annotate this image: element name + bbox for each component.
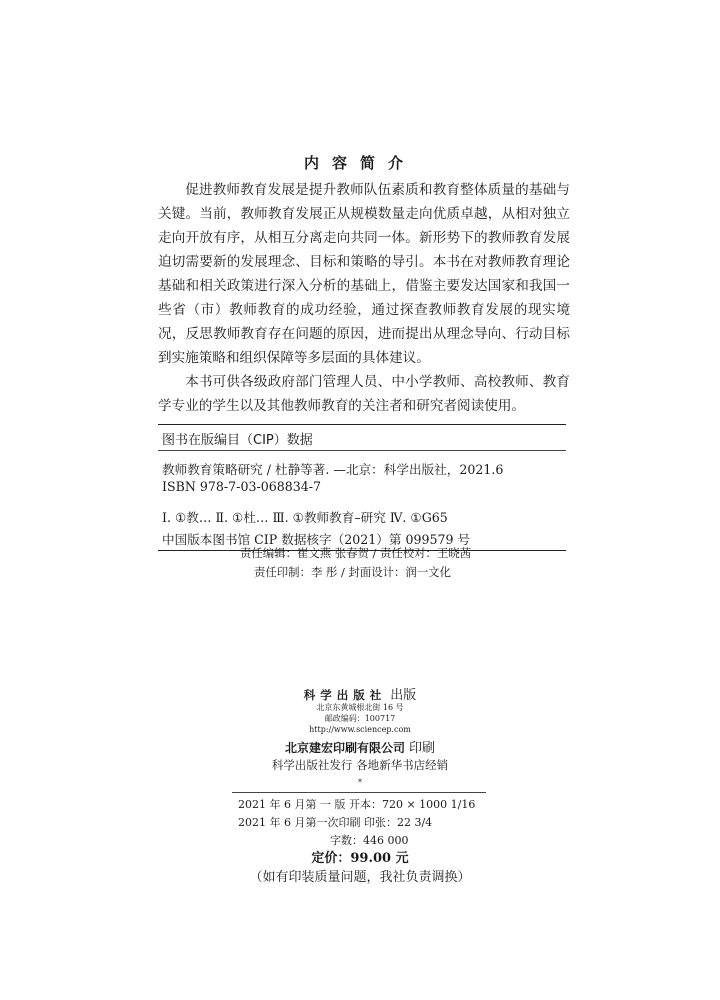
- summary-paragraph-2: 本书可供各级政府部门管理人员、中小学教师、高校教师、教育学专业的学生以及其他教师教育的关注者和研究者阅读使用。: [158, 374, 570, 414]
- printing-line: 2021 年 6 月第一次印刷 印张：22 3/4: [238, 816, 433, 829]
- publisher-postcode: 邮政编码：100717: [324, 714, 396, 723]
- publisher-name: 科学出版社: [303, 688, 387, 702]
- cip-library-number: 中国版本图书馆 CIP 数据核字（2021）第 099579 号: [162, 532, 471, 547]
- publisher-address: 北京东黄城根北街 16 号: [316, 703, 404, 712]
- cip-classification: Ⅰ. ①教… Ⅱ. ①杜… Ⅲ. ①教师教育–研究 Ⅳ. ①G65: [162, 510, 448, 525]
- summary-body: [158, 178, 570, 418]
- cip-title: 图书在版编目（CIP）数据: [158, 425, 566, 451]
- price: 定价：99.00 元: [311, 851, 409, 866]
- cip-record: 教师教育策略研究 / 杜静等著. —北京：科学出版社，2021.6: [162, 462, 504, 477]
- quality-notice: （如有印装质量问题，我社负责调换）: [249, 870, 471, 885]
- publisher-website: http://www.sciencep.com: [309, 725, 411, 734]
- divider-line: [232, 792, 486, 793]
- printer-line: [0, 737, 720, 756]
- publisher-line: [0, 684, 720, 703]
- publisher-suffix: 出版: [390, 688, 417, 703]
- word-count: 字数：446 000: [330, 834, 409, 847]
- star-separator: *: [358, 778, 362, 787]
- printer-name: 北京建宏印刷有限公司: [284, 741, 405, 755]
- cip-isbn: ISBN 978-7-03-068834-7: [162, 479, 322, 494]
- cip-block: [158, 424, 566, 551]
- distribution-line: 科学出版社发行 各地新华书店经销: [271, 758, 449, 772]
- credits-editors: 责任编辑：崔文燕 张春贺 / 责任校对：王晓茜: [240, 546, 472, 560]
- summary-title: 内容简介: [303, 154, 416, 172]
- printer-suffix: 印刷: [409, 741, 436, 756]
- edition-line: 2021 年 6 月第 一 版 开本：720 × 1000 1/16: [238, 798, 476, 811]
- summary-paragraph-1: 促进教师教育发展是提升教师队伍素质和教育整体质量的基础与关键。当前，教师教育发展正从规模数量走向优质卓越，从相对独立走向开放有序，从相互分离走向共同一体。新形势下的教师教育发展迫切需要新的发展理念、目标和策略的导引。本书在对教师教育理论基础和相关政策进行深入分析的基础上，借鉴主要发达国家和我国一些省（市）教师教育的成功经验，通过探查教师教育发展的现实境况，反思教师教育存在问题的原因，进而提出从理念导向、行动目标到实施策略和组织保障等多层面的具体建议。: [158, 182, 570, 366]
- credits-production: 责任印制：李 彤 / 封面设计：润一文化: [254, 565, 451, 579]
